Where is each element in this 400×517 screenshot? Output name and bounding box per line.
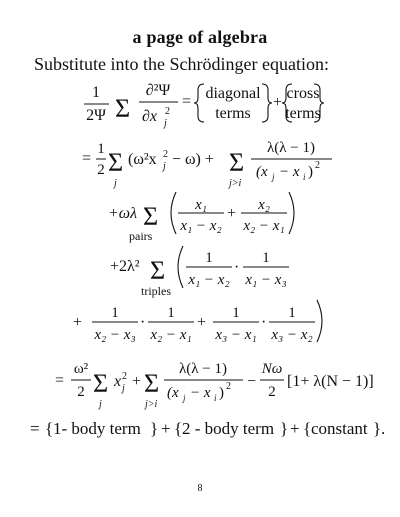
- interaction-denominator: [167, 381, 231, 403]
- left-brace: {: [45, 419, 54, 438]
- den-close: ): [219, 385, 224, 401]
- left-paren: [178, 246, 183, 288]
- oscillator-sup: 2: [163, 149, 168, 160]
- sum-sign: Σ: [143, 202, 159, 231]
- left-brace: {: [174, 419, 183, 438]
- one-body-term: 1- body term: [53, 419, 141, 438]
- plus-sign: +: [73, 314, 83, 331]
- lhs-denominator: 2Ψ: [86, 107, 106, 124]
- omega-denominator: 2: [77, 384, 85, 400]
- equation-line-2: [82, 140, 332, 189]
- fraction-numerator: 1: [232, 305, 240, 321]
- derivative-denominator-sup: 2: [165, 106, 170, 117]
- derivative-denominator-sub: j: [164, 118, 167, 129]
- second-derivative-numerator: ∂²Ψ: [145, 82, 171, 99]
- n-omega-numerator: Nω: [261, 361, 283, 377]
- sum-subscript-triples: triples: [141, 284, 171, 298]
- den-mid: − x: [190, 385, 211, 401]
- intro-sentence: Substitute into the Schrödinger equation:: [34, 54, 329, 74]
- right-paren: [289, 192, 294, 234]
- page-number: 8: [197, 483, 203, 494]
- equation-line-5: [73, 300, 322, 343]
- brace-bottom-text: terms: [215, 105, 251, 122]
- den-sup: 2: [315, 160, 320, 171]
- brace-top-text: cross: [286, 85, 320, 102]
- fraction-numerator: 1: [111, 305, 119, 321]
- constant-term: constant: [311, 419, 368, 438]
- fraction-denominator: x₂ − x₃: [94, 327, 136, 343]
- den-close: ): [308, 164, 313, 180]
- sum-subscript: j>i: [145, 399, 158, 410]
- x-variable: x: [114, 373, 122, 390]
- oscillator-sub: j: [163, 161, 166, 172]
- fraction-denominator: x₁ − x₂: [180, 218, 222, 234]
- n-omega-denominator: 2: [268, 384, 276, 400]
- sum-sign: Σ: [108, 148, 124, 177]
- sum-subscript-pairs: pairs: [129, 229, 153, 243]
- equation-line-4: [110, 246, 289, 298]
- plus-sign: +: [290, 419, 300, 438]
- dot-operator: ·: [261, 314, 267, 331]
- fraction-numerator: 1: [167, 305, 175, 321]
- half-denominator: 2: [97, 162, 105, 178]
- left-brace: {: [303, 419, 312, 438]
- triple-prefix: +2λ²: [110, 258, 140, 275]
- den-open: (x: [256, 164, 268, 180]
- pair-prefix: +ωλ: [108, 205, 138, 222]
- den-sub-i: i: [214, 393, 217, 403]
- dot-operator: ·: [234, 259, 240, 276]
- x-sup: 2: [122, 371, 127, 382]
- plus-sign: +: [161, 419, 171, 438]
- den-open: (x: [167, 385, 179, 401]
- plus-sign: +: [273, 94, 283, 111]
- den-sub-j: j: [183, 393, 186, 403]
- sum-sign: Σ: [229, 148, 245, 177]
- left-paren: [171, 192, 176, 234]
- equals-sign: =: [182, 93, 192, 110]
- derivative-denominator: ∂x: [142, 108, 158, 125]
- interaction-numerator: λ(λ − 1): [179, 361, 227, 377]
- equation-line-1: [84, 82, 324, 129]
- den-sub-i: i: [303, 172, 306, 182]
- period: .: [381, 419, 386, 438]
- brace-bottom-text: terms: [285, 105, 321, 122]
- oscillator-term: (ω²x: [128, 151, 157, 168]
- omega-numerator: ω²: [73, 361, 89, 377]
- fraction-denominator: x₂ − x₁: [243, 218, 285, 234]
- equation-line-6: [55, 361, 374, 410]
- fraction-numerator: x₂: [258, 197, 270, 213]
- right-brace: }: [150, 419, 159, 438]
- lhs-numerator: 1: [92, 84, 100, 101]
- half-numerator: 1: [97, 141, 105, 157]
- sum-sign: Σ: [144, 369, 160, 398]
- left-brace: [194, 84, 204, 122]
- den-mid: − x: [279, 164, 300, 180]
- minus-sign: −: [247, 373, 257, 390]
- fraction-numerator: x₁: [195, 197, 207, 213]
- sum-sign: Σ: [150, 256, 166, 285]
- right-brace: [262, 84, 272, 122]
- sum-subscript: j: [99, 399, 102, 410]
- right-paren: [317, 300, 322, 342]
- fraction-denominator: x₂ − x₁: [150, 327, 192, 343]
- den-sub-j: j: [272, 172, 275, 182]
- sum-subscript: j>i: [229, 178, 242, 189]
- fraction-denominator: x₁ − x₂: [188, 272, 230, 288]
- x-sub: j: [122, 383, 125, 394]
- equals-sign: =: [30, 419, 40, 438]
- two-body-term: 2 - body term: [182, 419, 275, 438]
- right-brace: }: [373, 419, 382, 438]
- equation-line-3: [108, 192, 294, 243]
- interaction-denominator: [256, 160, 320, 182]
- sum-subscript: j: [114, 178, 117, 189]
- fraction-numerator: 1: [262, 250, 270, 266]
- plus-sign: +: [132, 373, 142, 390]
- right-brace: }: [280, 419, 289, 438]
- den-sup: 2: [226, 381, 231, 392]
- sum-sign: Σ: [93, 369, 109, 398]
- equals-sign: =: [82, 150, 92, 167]
- oscillator-tail: − ω) +: [172, 151, 214, 168]
- equation-line-7: [30, 419, 385, 438]
- fraction-numerator: 1: [205, 250, 213, 266]
- fraction-denominator: x₃ − x₂: [271, 327, 313, 343]
- fraction-numerator: 1: [288, 305, 296, 321]
- equals-sign: =: [55, 372, 65, 389]
- dot-operator: ·: [140, 314, 146, 331]
- plus-sign: +: [197, 314, 207, 331]
- sum-sign: Σ: [115, 94, 131, 123]
- brace-top-text: diagonal: [205, 85, 261, 102]
- page-title: a page of algebra: [132, 27, 268, 47]
- bracket-term: [1+ λ(N − 1)]: [287, 373, 374, 390]
- plus-sign: +: [227, 205, 237, 222]
- interaction-numerator: λ(λ − 1): [267, 140, 315, 156]
- fraction-denominator: x₁ − x₃: [245, 272, 287, 288]
- fraction-denominator: x₃ − x₁: [215, 327, 257, 343]
